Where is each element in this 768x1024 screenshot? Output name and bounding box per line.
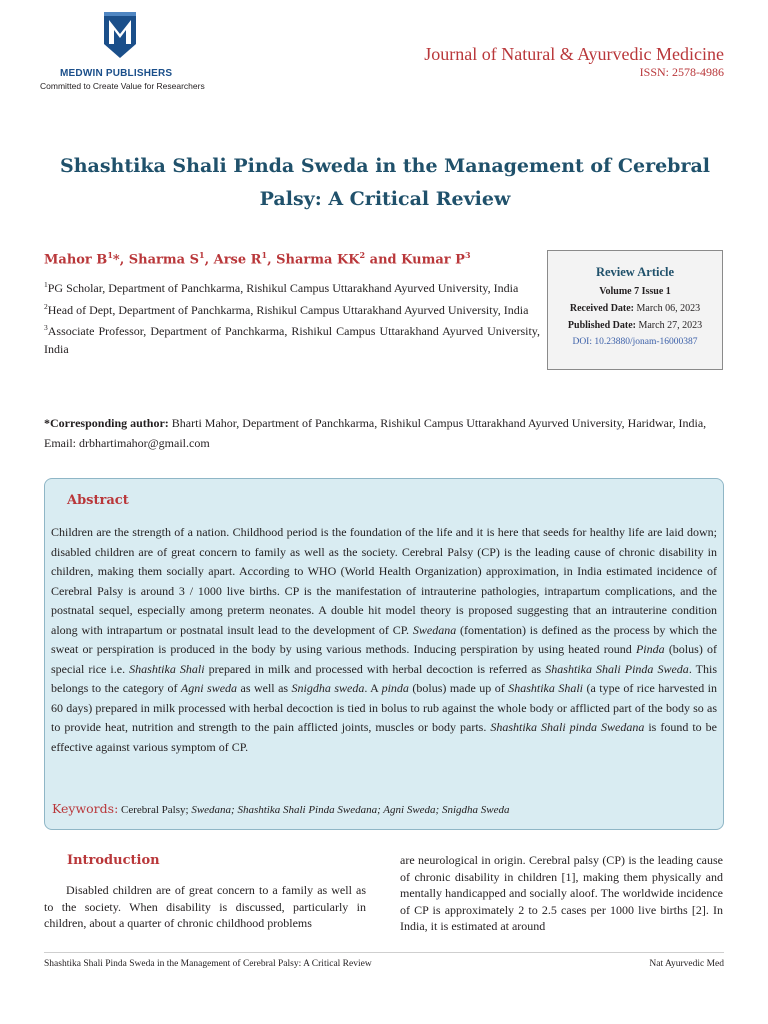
abstract-box <box>44 478 724 830</box>
abstract-italic-term: Shashtika Shali Pinda Sweda <box>545 661 689 676</box>
corresponding-label: *Corresponding author: <box>44 416 169 430</box>
abstract-heading: Abstract <box>67 493 129 508</box>
keywords: Keywords: Cerebral Palsy; Swedana; Shashtika Shali Pinda Swedana; Agni Sweda; Snigdha Sweda <box>52 801 510 816</box>
abstract-italic-term: pinda <box>381 681 409 695</box>
body-column-right: are neurological in origin. Cerebral palsy (CP) is the leading cause of chronic disability in children [1], making them physically and mentally handicapped and socially aloof. The worldwide incidence of CP is approximately 2 to 2.5 cases per 1000 live births [2]. In India, it is estimated at around <box>400 853 723 933</box>
abstract-text-run: . This belongs to the category of <box>51 661 717 695</box>
author: Mahor B <box>44 252 108 268</box>
section-heading-introduction: Introduction <box>67 853 160 868</box>
abstract-text <box>51 523 717 757</box>
abstract-text-run: (a type of rice harvested in 60 days) prepared in milk processed with herbal decoction is tied in bolus to rub against the whole body or afflicted part of the body so as to provide heat, nutrition and strength to the pain afflicted joints, muscles or body parts. <box>51 681 718 734</box>
abstract-text-run: Children are the strength of a nation. Childhood period is the foundation of the life and it is here that seeds for healthy life are laid down; disabled children are of great concern to family as well as the society. Cerebral Palsy (CP) is the leading cause of chronic disability in children, making them socially apart. According to WHO (World Health Organization) approximation, in India estimated incidence of Cerebral Palsy is around 3 / 1000 live births. CP is the manifestation of intrauterine pathologies, intrapartum complications, and the postnatal sequel, especially among preterm neonates. A double hit model theory is proposed suggesting that an intrauterine condition along with intrapartum or postnatal insult lead to the development of CP. <box>51 525 717 637</box>
received-date: Received Date: March 06, 2023 <box>569 303 701 314</box>
affiliation: $^3$Associate Professor, Department of Panchkarma, Rishikul Campus Uttarakhand Ayurved University, India <box>44 323 540 356</box>
author: Sharma S <box>128 252 199 268</box>
abstract-italic-term: Snigdha sweda <box>291 681 365 695</box>
author: Sharma KK <box>276 252 360 268</box>
author: Arse R <box>213 252 262 268</box>
journal-name: Journal of Natural & Ayurvedic Medicine <box>424 44 724 64</box>
journal-issn: ISSN: 2578-4986 <box>639 65 724 79</box>
volume-issue: Volume 7 Issue 1 <box>599 286 671 297</box>
abstract-italic-term: Shashtika Shali <box>129 661 205 676</box>
doi-link[interactable]: DOI: 10.23880/jonam-16000387 <box>572 337 698 347</box>
abstract-italic-term: Swedana <box>412 622 457 637</box>
footer-running-title: Shashtika Shali Pinda Sweda in the Management of Cerebral Palsy: A Critical Review <box>44 959 372 969</box>
affiliation: $^1$PG Scholar, Department of Panchkarma, Rishikul Campus Uttarakhand Ayurved University, India <box>44 280 519 295</box>
publisher-name: MEDWIN PUBLISHERS <box>60 68 173 79</box>
publisher-tagline: Committed to Create Value for Researchers <box>40 81 205 91</box>
abstract-text-run: (bolus) made up of <box>408 681 509 695</box>
footer-journal-abbrev: Nat Ayurvedic Med <box>649 959 724 969</box>
abstract-text-run: (fomentation) is defined as the process by which the sweat or perspiration is produced in the body by using various methods. Inducing perspiration by using heated round <box>51 622 718 656</box>
abstract-text-run: is found to be effective against various symptom of CP. <box>51 720 717 754</box>
keywords-label: Keywords: <box>52 801 119 816</box>
corresponding-author: *Corresponding author: Bharti Mahor, Department of Panchkarma, Rishikul Campus Uttarakhand Ayurved University, Haridwar, India, Email: drbhartimahor@gmail.com <box>44 416 707 450</box>
author: Kumar P <box>401 252 465 268</box>
abstract-text-run: . A <box>364 681 382 695</box>
author-list: Mahor $B^1*$, Sharma $S^1$, Arse $R^1$, Sharma $KK^2$ and Kumar $P^3$ <box>44 250 471 268</box>
affiliation: $^2$Head of Dept, Department of Panchkarma, Rishikul Campus Uttarakhand Ayurved University, India <box>44 301 529 317</box>
body-column-left: Disabled children are of great concern to a family as well as to the society. When disability is discussed, particularly in children, about a quarter of chronic childhood problems <box>44 883 366 930</box>
article-type: Review Article <box>595 265 675 279</box>
footer-divider <box>44 952 724 953</box>
medwin-m-shield-icon <box>100 8 140 62</box>
publisher-logo <box>40 8 230 91</box>
article-info-box <box>547 250 723 370</box>
abstract-text-run: as well as <box>237 681 292 695</box>
paper-title: Shashtika Shali Pinda Sweda in the Management of Cerebral Palsy: A Critical Review <box>59 155 711 210</box>
abstract-text-run: prepared in milk and processed with herbal decoction is referred as <box>204 661 546 676</box>
published-date: Published Date: March 27, 2023 <box>567 320 703 331</box>
abstract-italic-term: Pinda <box>635 642 665 656</box>
affiliation-list <box>44 276 540 358</box>
abstract-text-run: (bolus) of special rice i.e. <box>51 642 717 676</box>
abstract-italic-term: Shashtika Shali pinda Swedana <box>490 720 645 734</box>
abstract-italic-term: Agni sweda <box>180 681 238 695</box>
abstract-italic-term: Shashtika Shali <box>508 681 583 695</box>
